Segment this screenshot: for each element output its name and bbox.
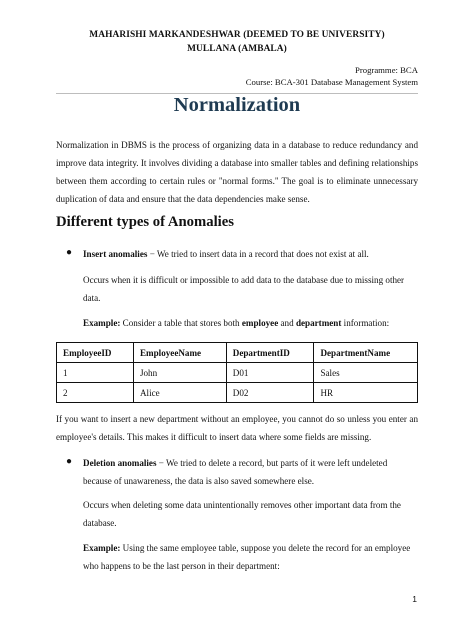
insert-anomalies-example: [83, 314, 418, 332]
deletion-anomalies-occurs: Occurs when deleting some data unintentionally removes other important data from the database.: [83, 500, 401, 528]
table-cell: HR: [314, 383, 418, 403]
university-location: MULLANA (AMBALA): [187, 44, 287, 54]
programme-label: Programme: BCA: [355, 65, 418, 75]
table-cell: Sales: [314, 363, 418, 383]
example-text: and: [278, 318, 296, 328]
example-emphasis: employee: [241, 318, 279, 328]
table-cell: D02: [226, 383, 314, 403]
deletion-anomalies-example: [83, 539, 418, 575]
table-row: [57, 383, 418, 403]
employee-table: [56, 342, 418, 403]
intro-paragraph: Normalization in DBMS is the process of organizing data in a database to reduce redundancy and improve data integrity. It involves dividing a database into smaller tables and defining relationships between them according to certain rules or "normal forms." The goal is to eliminate unnecessary duplication of data and ensure that the data dependencies make sense.: [56, 140, 418, 204]
table-cell: 2: [57, 383, 134, 403]
table-cell: John: [133, 363, 226, 383]
insert-anomalies-occurs: Occurs when it is difficult or impossible to add data to the database due to missing other data.: [83, 275, 405, 303]
university-header: [0, 28, 474, 56]
column-header: EmployeeName: [133, 343, 226, 363]
table-cell: Alice: [133, 383, 226, 403]
example-text: information:: [341, 318, 390, 328]
table-cell: D01: [226, 363, 314, 383]
course-label: Course: BCA-301 Database Management System: [245, 77, 418, 87]
course-info: [246, 64, 418, 88]
example-emphasis: department: [295, 318, 342, 328]
example-text: Using the same employee table, suppose you delete the record for an employee who happens to be the last person in their department:: [83, 543, 411, 571]
insert-anomalies-desc: − We tried to insert data in a record that does not exist at all.: [147, 249, 369, 259]
bullet-icon: ●: [66, 456, 73, 467]
deletion-anomalies-item: [83, 454, 418, 490]
column-header: EmployeeID: [57, 343, 134, 363]
section-heading: Different types of Anomalies: [56, 214, 234, 230]
column-header: DepartmentID: [226, 343, 314, 363]
deletion-anomalies-term: Deletion anomalies: [83, 458, 157, 468]
university-name: MAHARISHI MARKANDESHWAR (DEEMED TO BE UNIVERSITY): [89, 30, 385, 40]
page-title: Normalization: [173, 94, 301, 116]
example-text: Consider a table that stores both: [120, 318, 242, 328]
bullet-icon: ●: [66, 247, 73, 258]
after-table-paragraph: If you want to insert a new department without an employee, you cannot do so unless you enter an employee's details. This makes it difficult to insert data where some fields are missing.: [56, 414, 418, 442]
insert-anomalies-item: [83, 245, 418, 263]
deletion-anomalies-desc: − We tried to delete a record, but parts of it were left undeleted because of unawareness, the data is also saved somewhere else.: [83, 458, 388, 486]
page-number: 1: [412, 594, 417, 604]
column-header: DepartmentName: [314, 343, 418, 363]
table-row: [57, 363, 418, 383]
insert-anomalies-term: Insert anomalies: [83, 249, 148, 259]
example-label: Example:: [83, 543, 121, 553]
example-label: Example:: [83, 318, 121, 328]
table-header-row: [57, 343, 418, 363]
table-cell: 1: [57, 363, 134, 383]
